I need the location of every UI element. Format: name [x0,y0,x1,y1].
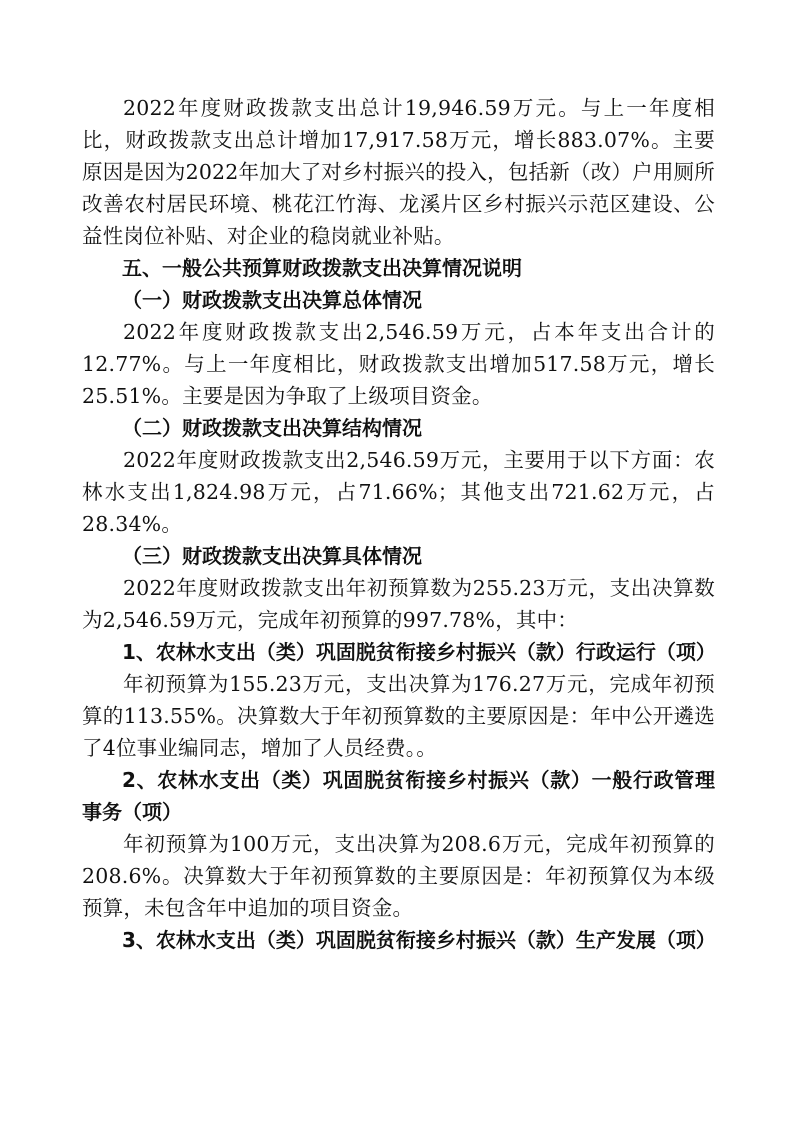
paragraph-specific: 2022年度财政拨款支出年初预算数为255.23万元，支出决算数为2,546.59万元，完成年初预算的997.78%，其中： [82,576,715,632]
section-heading-five: 五、一般公共预算财政拨款支出决算情况说明 [122,256,522,280]
item-text-admin-operation: 年初预算为155.23万元，支出决算为176.27万元，完成年初预算的113.55%。决算数大于年初预算数的主要原因是：年中公开遴选了4位事业编同志，增加了人员经费。。 [82,672,715,760]
item-heading-admin-operation: 1、农林水支出（类）巩固脱贫衔接乡村振兴（款）行政运行（项） [122,640,716,664]
paragraph-structure: 2022年度财政拨款支出2,546.59万元，主要用于以下方面：农林水支出1,824.98万元，占71.66%；其他支出721.62万元，占28.34%。 [82,448,715,536]
paragraph-overall: 2022年度财政拨款支出2,546.59万元，占本年支出合计的12.77%。与上一年度相比，财政拨款支出增加517.58万元，增长25.51%。主要是因为争取了上级项目资金。 [82,320,715,408]
document-body [82,92,715,956]
subsection-heading-specific: （三）财政拨款支出决算具体情况 [122,544,422,568]
item-heading-admin-affairs: 2、农林水支出（类）巩固脱贫衔接乡村振兴（款）一般行政管理事务（项） [82,768,715,824]
item-text-admin-affairs: 年初预算为100万元，支出决算为208.6万元，完成年初预算的208.6%。决算数大于年初预算数的主要原因是：年初预算仅为本级预算，未包含年中追加的项目资金。 [82,832,715,920]
item-heading-production-development: 3、农林水支出（类）巩固脱贫衔接乡村振兴（款）生产发展（项） [122,928,716,952]
subsection-heading-structure: （二）财政拨款支出决算结构情况 [122,416,422,440]
subsection-heading-overall: （一）财政拨款支出决算总体情况 [122,288,422,312]
paragraph-total-expenditure: 2022年度财政拨款支出总计19,946.59万元。与上一年度相比，财政拨款支出总计增加17,917.58万元，增长883.07%。主要原因是因为2022年加大了对乡村振兴的投入，包括新（改）户用厕所改善农村居民环境、桃花江竹海、龙溪片区乡村振兴示范区建设、公益性岗位补贴、对企业的稳岗就业补贴。 [82,96,715,248]
